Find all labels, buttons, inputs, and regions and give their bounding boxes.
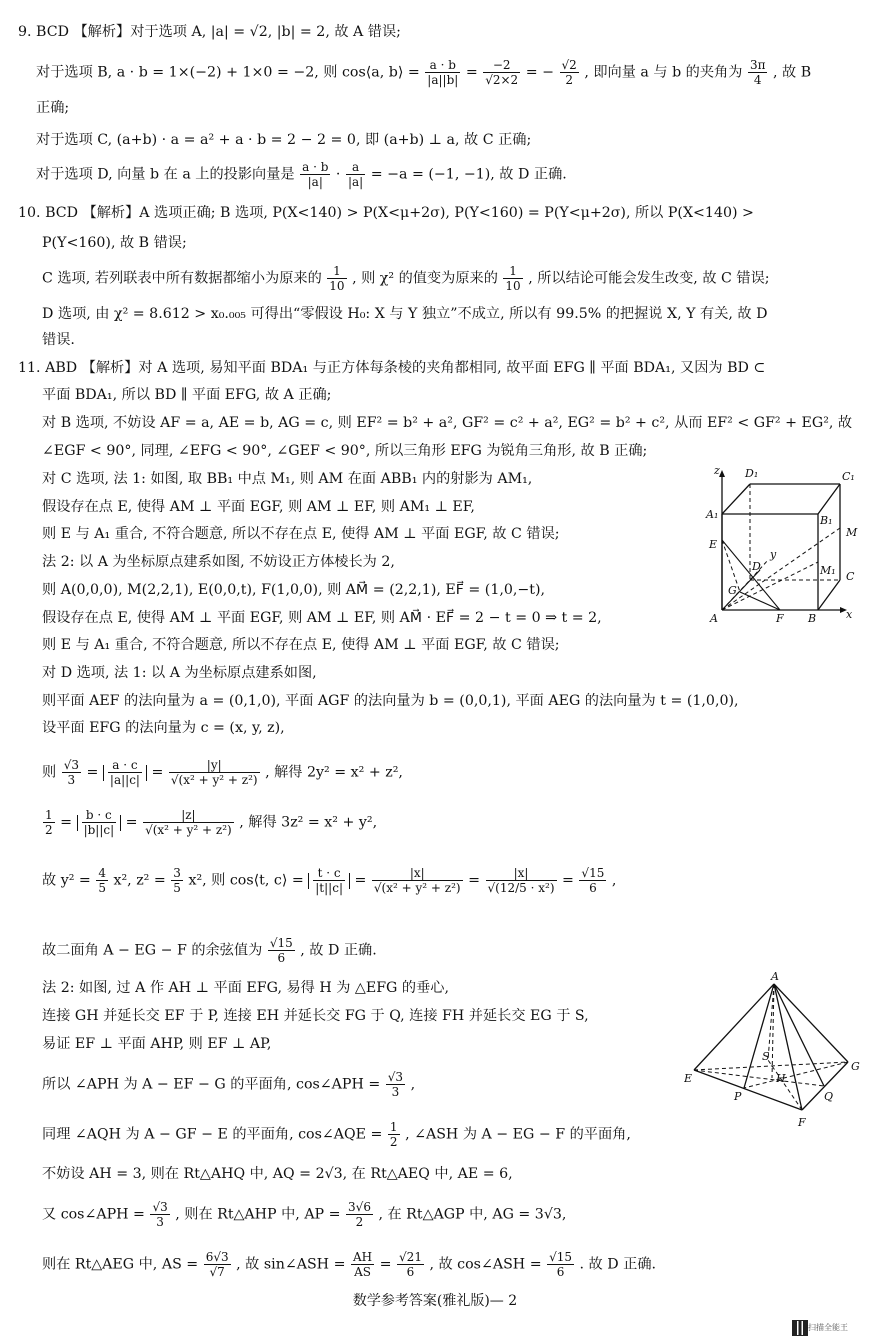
fraction: $\frac{√21}{6}$ xyxy=(399,1250,422,1279)
label-A1: A₁ xyxy=(706,508,719,521)
fraction: $\frac{1}{2}$ xyxy=(389,1120,398,1149)
fraction: $\frac{a \cdot b}{|a||b|}$ xyxy=(427,58,459,87)
fraction: $\frac{|y|}{\text{√(x² + y² + z²)}}$ xyxy=(170,758,258,787)
label-A: A xyxy=(710,612,718,625)
fraction: $\frac{a \cdot c}{|a||c|}$ xyxy=(109,758,140,787)
q11-line-22: 所以 ∠APH 为 A − EF − G 的平面角, cos∠APH = $\frac{√3}{3}$ , xyxy=(42,1070,416,1099)
fraction: $\frac{4}{5}$ xyxy=(98,866,106,895)
label-P: P xyxy=(734,1090,742,1103)
q11-line-21: 易证 EF ⊥ 平面 AHP, 则 EF ⊥ AP, xyxy=(42,1036,272,1052)
q10-line-4: D 选项, 由 χ² = 8.612 > x₀.₀₀₅ 可得出“零假设 H₀: X 与 Y 独立”不成立, 所以有 99.5% 的把握说 X, Y 有关, 故 D xyxy=(42,306,768,322)
fraction: $\frac{√2}{2}$ xyxy=(561,58,577,87)
q11-line-14: 设平面 EFG 的法向量为 c = (x, y, z), xyxy=(42,720,285,736)
label-E: E xyxy=(684,1072,693,1085)
label-F: F xyxy=(798,1116,806,1129)
q11-line-9: 则 A(0,0,0), M(2,2,1), E(0,0,t), F(1,0,0), 则 AM⃗ = (2,2,1), EF⃗ = (1,0,−t), xyxy=(42,582,546,598)
label-z: z xyxy=(714,464,720,477)
fraction: $\frac{√15}{6}$ xyxy=(581,866,605,895)
q11-line-15: 则 $\frac{√3}{3}$ = $\frac{a \cdot c}{|a||c|}$ = $\frac{|y|}{\text{√(x² + y² + z²)}}$ , 解得 2y² = x² + z², xyxy=(42,758,403,787)
fraction: $\frac{-2}{√2\times 2}$ xyxy=(485,58,519,87)
q11-line-20: 连接 GH 并延长交 EF 于 P, 连接 EH 并延长交 FG 于 Q, 连接 FH 并延长交 EG 于 S, xyxy=(42,1008,589,1024)
q11-line-24: 不妨设 AH = 3, 则在 Rt△AHQ 中, AQ = 2√3, 在 Rt△AEQ 中, AE = 6, xyxy=(42,1166,513,1182)
label-x: x xyxy=(846,608,853,621)
label-Q: Q xyxy=(824,1090,834,1103)
fraction: $\frac{√3}{3}$ xyxy=(387,1070,404,1099)
q11-line-12: 对 D 选项, 法 1: 以 A 为坐标原点建系如图, xyxy=(42,665,317,681)
q11-line-13: 则平面 AEF 的法向量为 a = (0,1,0), 平面 AGF 的法向量为 b = (0,0,1), 平面 AEG 的法向量为 t = (1,0,0), xyxy=(42,693,739,709)
q10-line-1: 10. BCD 【解析】A 选项正确; B 选项, P(X<140) > P(X<μ+2σ), P(Y<160) = P(Y<μ+2σ), 所以 P(X<140) > xyxy=(18,205,754,221)
q11-line-1: 11. ABD 【解析】对 A 选项, 易知平面 BDA₁ 与正方体每条棱的夹角都相同, 故平面 EFG ∥ 平面 BDA₁, 又因为 BD ⊂ xyxy=(18,360,766,376)
fraction: $\frac{|z|}{\text{√(x² + y² + z²)}}$ xyxy=(145,808,232,837)
label-y: y xyxy=(770,548,777,561)
label-E: E xyxy=(709,538,718,551)
page-footer: 数学参考答案(雅礼版)— 2 xyxy=(352,1293,518,1309)
q11-line-16: $\frac{1}{2}$ = $\frac{b \cdot c}{|b||c|}$ = $\frac{|z|}{\text{√(x² + y² + z²)}}$ , 解得 3z² = x² + y², xyxy=(45,808,378,837)
fraction: $\frac{t \cdot c}{|t||c|}$ xyxy=(315,866,343,895)
fraction: $\frac{AH}{AS}$ xyxy=(352,1250,373,1279)
q9-line-3: 正确; xyxy=(36,100,70,116)
label-A: A xyxy=(771,970,779,983)
q11-line-11: 则 E 与 A₁ 重合, 不符合题意, 所以不存在点 E, 使得 AM ⊥ 平面 EGF, 故 C 错误; xyxy=(42,637,560,653)
q11-line-5: 对 C 选项, 法 1: 如图, 取 BB₁ 中点 M₁, 则 AM 在面 ABB₁ 内的射影为 AM₁, xyxy=(42,471,533,487)
fraction: $\frac{√3}{3}$ xyxy=(152,1200,168,1229)
q9-line-5: 对于选项 D, 向量 b 在 a 上的投影向量是 $\frac{a \cdot b}{|a|}$ · $\frac{a}{|a|}$ = −a = (−1, −1), 故 D 正确. xyxy=(36,160,567,189)
q11-line-17: 故 y² = $\frac{4}{5}$ x², z² = $\frac{3}{5}$ x², 则 cos⟨t, c⟩ = $\frac{t \cdot c}{|t||c|}$ = $\frac{|x|}{\text{√(x² + y² + z²)}}$ = $\frac{|x|}{\text{√(12/5 · x²)}}$ = $\frac{√15}{6}$ , xyxy=(42,866,617,895)
fraction: $\frac{1}{10}$ xyxy=(505,264,521,293)
fraction: $\frac{1}{10}$ xyxy=(329,264,345,293)
fraction: $\frac{3\pi}{4}$ xyxy=(749,58,766,87)
q11-line-19: 法 2: 如图, 过 A 作 AH ⊥ 平面 EFG, 易得 H 为 △EFG 的垂心, xyxy=(42,980,449,996)
q11-line-23: 同理 ∠AQH 为 A − GF − E 的平面角, cos∠AQE = $\frac{1}{2}$ , ∠ASH 为 A − EG − F 的平面角, xyxy=(42,1120,631,1149)
q11-line-25: 又 cos∠APH = $\frac{√3}{3}$ , 则在 Rt△AHP 中, AP = $\frac{3√6}{2}$ , 在 Rt△AGP 中, AG = 3√3, xyxy=(42,1200,567,1229)
label-F: F xyxy=(776,612,784,625)
fraction: $\frac{|x|}{\text{√(12/5 · x²)}}$ xyxy=(487,866,555,895)
label-D: D xyxy=(752,560,761,573)
q11-line-6: 假设存在点 E, 使得 AM ⊥ 平面 EGF, 则 AM ⊥ EF, 则 AM₁ ⊥ EF, xyxy=(42,499,475,515)
q9-line-1: 9. BCD 【解析】对于选项 A, |a| = √2, |b| = 2, 故 A 错误; xyxy=(18,24,401,40)
label-C: C xyxy=(846,570,855,583)
tetrahedron-figure xyxy=(684,970,864,1135)
label-C1: C₁ xyxy=(842,470,855,483)
q11-line-3: 对 B 选项, 不妨设 AF = a, AE = b, AG = c, 则 EF² = b² + a², GF² = c² + a², EG² = b² + c², 从而 EF² < GF² + EG², 故 xyxy=(42,415,853,431)
fraction: $\frac{3}{5}$ xyxy=(173,866,181,895)
fraction: $\frac{6√3}{√7}$ xyxy=(205,1250,229,1279)
cube-figure xyxy=(700,462,865,627)
fraction: $\frac{b \cdot c}{|b||c|}$ xyxy=(83,808,115,837)
q10-line-3: C 选项, 若列联表中所有数据都缩小为原来的 $\frac{1}{10}$ , 则 χ² 的值变为原来的 $\frac{1}{10}$ , 所以结论可能会发生改变, 故 C 错误; xyxy=(42,264,770,293)
q11-line-8: 法 2: 以 A 为坐标原点建系如图, 不妨设正方体棱长为 2, xyxy=(42,554,395,570)
fraction: $\frac{3√6}{2}$ xyxy=(348,1200,371,1229)
q11-line-7: 则 E 与 A₁ 重合, 不符合题意, 所以不存在点 E, 使得 AM ⊥ 平面 EGF, 故 C 错误; xyxy=(42,526,560,542)
label-D1: D₁ xyxy=(745,467,759,480)
label-B: B xyxy=(808,612,817,625)
fraction: $\frac{√15}{6}$ xyxy=(549,1250,573,1279)
label-M: M xyxy=(846,526,858,539)
fraction: $\frac{a}{|a|}$ xyxy=(347,160,364,189)
q11-line-26: 则在 Rt△AEG 中, AS = $\frac{6√3}{√7}$ , 故 sin∠ASH = $\frac{AH}{AS}$ = $\frac{√21}{6}$ , 故 cos∠ASH = $\frac{√15}{6}$ . 故 D 正确. xyxy=(42,1250,657,1279)
q10-line-2: P(Y<160), 故 B 错误; xyxy=(42,235,187,251)
q11-line-2: 平面 BDA₁, 所以 BD ∥ 平面 EFG, 故 A 正确; xyxy=(42,387,332,403)
label-G: G xyxy=(728,584,737,597)
q11-line-18: 故二面角 A − EG − F 的余弦值为 $\frac{√15}{6}$ , 故 D 正确. xyxy=(42,936,377,965)
label-G: G xyxy=(851,1060,860,1073)
fraction: $\frac{|x|}{\text{√(x² + y² + z²)}}$ xyxy=(373,866,461,895)
label-H: H xyxy=(776,1072,786,1085)
q10-line-5: 错误. xyxy=(42,332,75,348)
q11-line-4: ∠EGF < 90°, 同理, ∠EFG < 90°, ∠GEF < 90°, 所以三角形 EFG 为锐角三角形, 故 B 正确; xyxy=(42,443,648,459)
fraction: $\frac{1}{2}$ xyxy=(45,808,53,837)
fraction: $\frac{√3}{3}$ xyxy=(63,758,79,787)
fraction: $\frac{a \cdot b}{|a|}$ xyxy=(302,160,329,189)
qr-code-icon xyxy=(792,1320,808,1336)
q9-line-2: 对于选项 B, a · b = 1×(−2) + 1×0 = −2, 则 cos⟨a, b⟩ = $\frac{a \cdot b}{|a||b|}$ = $\frac{-2}{√2\times 2}$ = − $\frac{√2}{2}$ , 即向量 a 与 b 的夹角为 $\frac{3\pi}{4}$ , 故 B xyxy=(36,58,812,87)
label-M1: M₁ xyxy=(820,564,836,577)
label-S: S xyxy=(762,1050,770,1063)
label-B1: B₁ xyxy=(820,514,833,527)
fraction: $\frac{√15}{6}$ xyxy=(269,936,293,965)
scanner-watermark: 扫描全能王 xyxy=(808,1323,848,1332)
q9-line-4: 对于选项 C, (a+b) · a = a² + a · b = 2 − 2 = 0, 即 (a+b) ⊥ a, 故 C 正确; xyxy=(36,132,532,148)
q11-line-10: 假设存在点 E, 使得 AM ⊥ 平面 EGF, 则 AM ⊥ EF, 则 AM⃗ · EF⃗ = 2 − t = 0 ⇒ t = 2, xyxy=(42,610,602,626)
